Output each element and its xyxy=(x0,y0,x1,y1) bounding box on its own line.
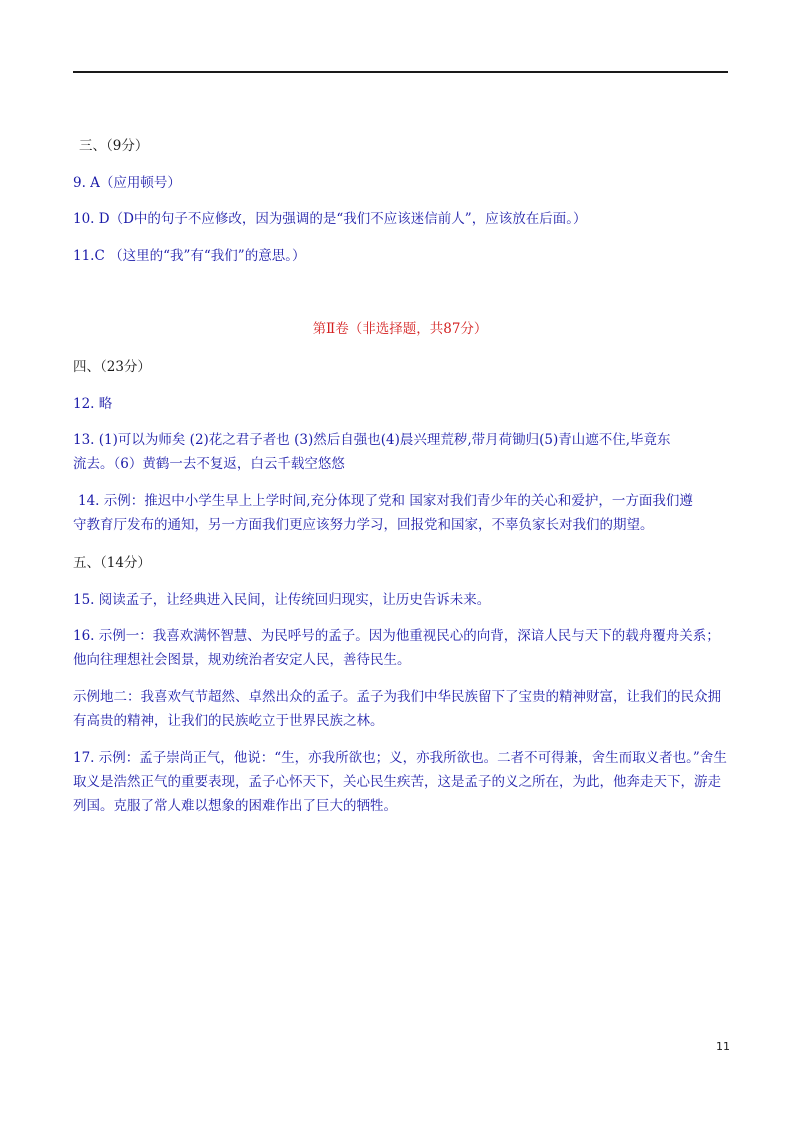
answer-q14-line2: 守教育厅发布的通知，另一方面我们更应该努力学习，回报党和国家，不辜负家长对我们的期望。 xyxy=(73,517,654,533)
answer-q13-line2: 流去。（6）黄鹤一去不复返，白云千载空悠悠 xyxy=(73,456,345,472)
answer-q15: 15. 阅读孟子，让经典进入民间，让传统回归现实，让历史告诉未来。 xyxy=(73,592,491,608)
answer-q11: 11.C （这里的“我”有“我们”的意思。） xyxy=(73,248,306,264)
page-number: 11 xyxy=(716,1040,730,1053)
answer-q14-line1: 14. 示例：推迟中小学生早上上学时间,充分体现了党和 国家对我们青少年的关心和爱护，一方面我们遵 xyxy=(78,493,693,509)
answer-q13-line1: 13. (1)可以为师矣 (2)花之君子者也 (3)然后自强也(4)晨兴理荒秽,带月荷锄归(5)青山遮不住,毕竟东 xyxy=(73,432,671,448)
answer-q16-line2: 他向往理想社会图景，规劝统治者安定人民，善待民生。 xyxy=(73,652,411,668)
answer-q9: 9. A（应用顿号） xyxy=(73,175,181,191)
section-three-heading: 三、（9分） xyxy=(79,138,149,154)
section-four-heading: 四、（23分） xyxy=(73,359,151,375)
answer-q12: 12. 略 xyxy=(73,396,113,412)
answer-q16-line1: 16. 示例一：我喜欢满怀智慧、为民呼号的孟子。因为他重视民心的向背，深谙人民与天下的载舟覆舟关系； xyxy=(73,628,720,644)
answer-q16-example2-line2: 有高贵的精神，让我们的民族屹立于世界民族之林。 xyxy=(73,713,384,729)
header-rule xyxy=(73,71,728,73)
volume-title: 第Ⅱ卷（非选择题，共87分） xyxy=(312,321,488,337)
answer-q17-line1: 17. 示例：孟子崇尚正气，他说：“生，亦我所欲也；义，亦我所欲也。二者不可得兼，舍生而取义者也。”舍生 xyxy=(73,750,727,766)
answer-q17-line2: 取义是浩然正气的重要表现，孟子心怀天下，关心民生疾苦，这是孟子的义之所在，为此，他奔走天下，游走 xyxy=(73,774,721,790)
answer-q16-example2-line1: 示例地二：我喜欢气节超然、卓然出众的孟子。孟子为我们中华民族留下了宝贵的精神财富，让我们的民众拥 xyxy=(73,689,721,705)
answer-q10: 10. D（D中的句子不应修改，因为强调的是“我们不应该迷信前人”，应该放在后面。） xyxy=(73,211,587,227)
section-five-heading: 五、（14分） xyxy=(73,555,151,571)
answer-q17-line3: 列国。克服了常人难以想象的困难作出了巨大的牺牲。 xyxy=(73,798,397,814)
